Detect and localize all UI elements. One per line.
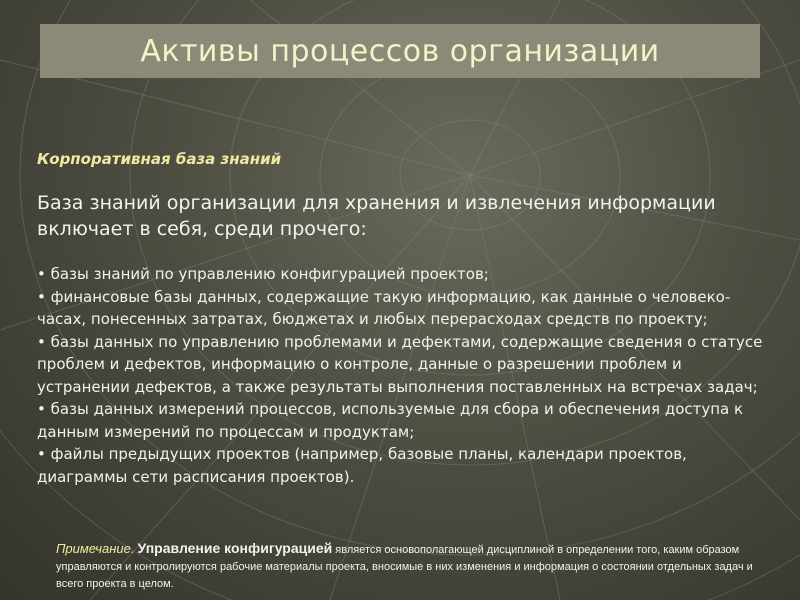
- title-bar: [40, 24, 760, 78]
- subheading: Корпоративная база знаний: [37, 150, 282, 168]
- footnote: [56, 540, 756, 593]
- bullet-item: • базы знаний по управлению конфигурацией проектов;: [37, 265, 489, 283]
- bullet-item: • базы данных по управлению проблемами и дефектами, содержащие сведения о статусе проблем и дефектов, информацию о контроле, данные о разрешении проблем и устранении дефектов, а также результаты выполнения поставленных на встречах задач;: [37, 332, 763, 396]
- note-text: является основополагающей дисциплиной в определении того, каким образом управляются и контролируются рабочие материалы проекта, вносимые в них изменения и информация о состоянии отдельных задач и всего проекта в целом.: [56, 544, 753, 590]
- bullet-item: • файлы предыдущих проектов (например, базовые планы, календари проектов, диаграммы сети расписания проектов).: [37, 445, 687, 486]
- slide-body: [37, 147, 777, 488]
- slide-title: Активы процессов организации: [140, 33, 660, 69]
- bullet-item: • финансовые базы данных, содержащие такую информацию, как данные о человеко-часах, понесенных затратах, бюджетах и любых перерасходах средств по проекту;: [37, 287, 731, 328]
- note-label: Примечание.: [56, 541, 135, 556]
- note-term: Управление конфигурацией: [137, 540, 333, 556]
- intro-paragraph: База знаний организации для хранения и извлечения информации включает в себя, среди прочего:: [37, 192, 716, 240]
- bullet-list: [37, 263, 777, 488]
- bullet-item: • базы данных измерений процессов, используемые для сбора и обеспечения доступа к данным измерений по процессам и продуктам;: [37, 400, 744, 441]
